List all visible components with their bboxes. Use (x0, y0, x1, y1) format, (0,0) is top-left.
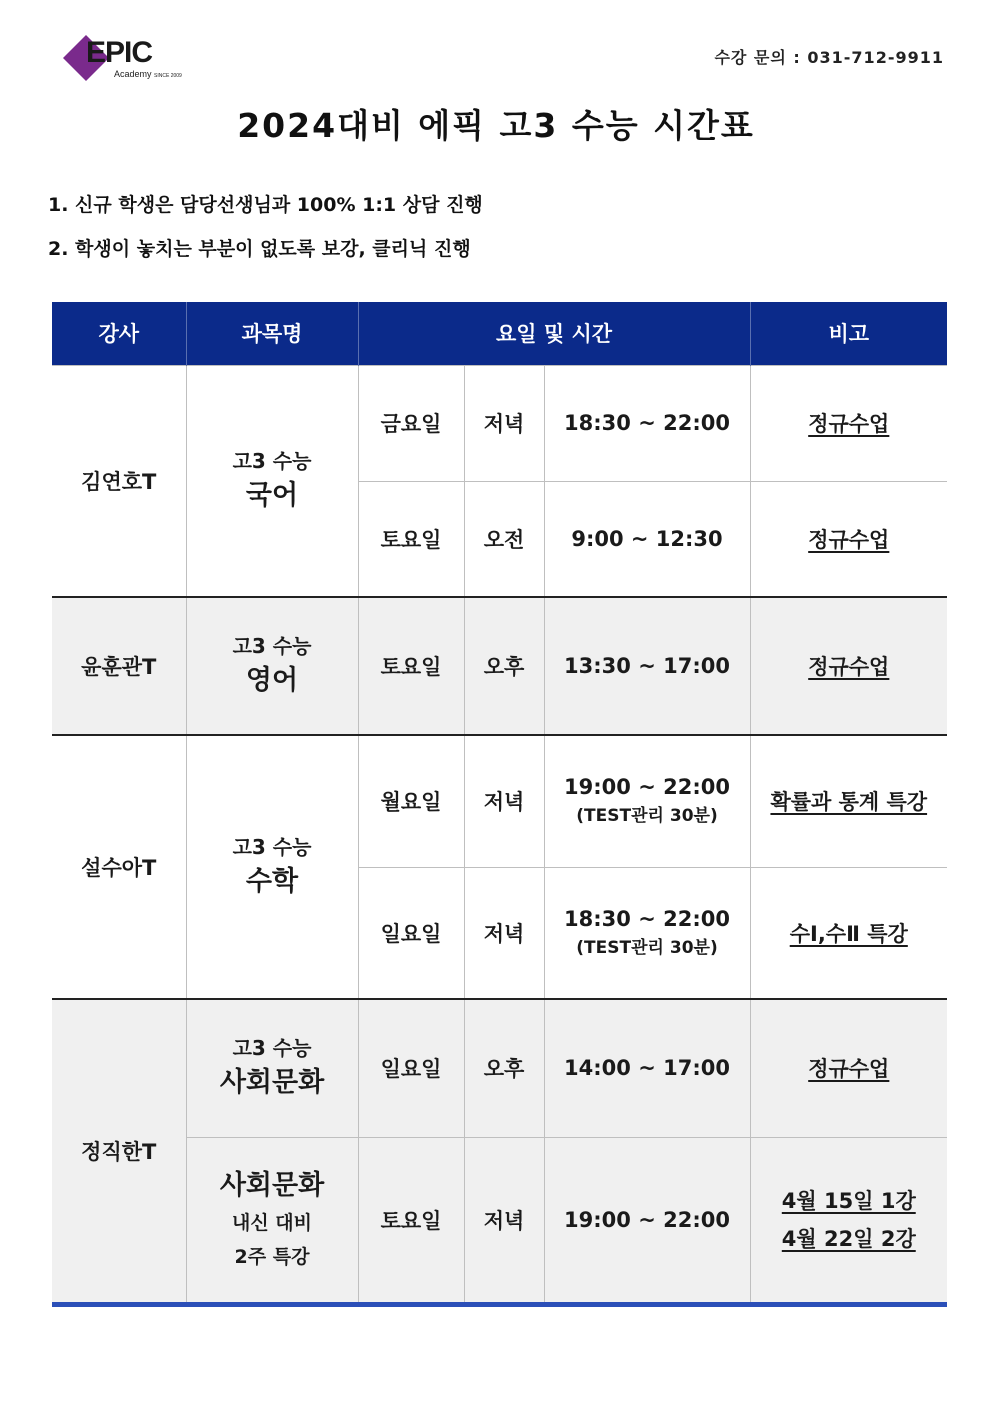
teacher-group (52, 735, 947, 999)
subject-cell (186, 1137, 358, 1304)
subject-cell (186, 735, 358, 999)
time-cell: 18:30 ~ 22:00 (544, 365, 750, 481)
period-cell: 저녁 (464, 735, 544, 867)
subject-top: 고3 수능 (232, 1036, 312, 1061)
subject-top: 고3 수능 (232, 448, 312, 473)
contact-phone: 수강 문의 : 031-712-9911 (714, 48, 944, 67)
note-cell (750, 597, 947, 735)
note-cell (750, 867, 947, 999)
subject-line: 2주 특강 (234, 1245, 310, 1268)
subject-main: 영어 (245, 665, 299, 696)
teacher-group (52, 999, 947, 1304)
note-text: 4월 22일 2강 (781, 1226, 916, 1251)
schedule-table (52, 302, 947, 1307)
period-cell: 오전 (464, 481, 544, 597)
time-cell (544, 735, 750, 867)
header-schedule: 요일 및 시간 (358, 302, 750, 365)
subject-main: 국어 (245, 479, 299, 511)
table-header-row (52, 302, 947, 365)
teacher-name: 윤훈관T (52, 597, 186, 735)
period-cell: 오후 (464, 999, 544, 1137)
subject-top: 고3 수능 (232, 634, 312, 658)
teacher-name: 설수아T (52, 735, 186, 999)
time-cell: 19:00 ~ 22:00 (544, 1137, 750, 1304)
logo-sub: Academy SINCE 2009 (114, 69, 182, 79)
subject-main: 사회문화 (219, 1169, 325, 1201)
note-item: 1. 신규 학생은 담당선생님과 100% 1:1 상담 진행 (48, 194, 483, 216)
day-cell: 토요일 (358, 1137, 464, 1304)
time-cell: 14:00 ~ 17:00 (544, 999, 750, 1137)
time-cell: 13:30 ~ 17:00 (544, 597, 750, 735)
time-cell (544, 867, 750, 999)
epic-logo (62, 34, 192, 82)
time-cell: 9:00 ~ 12:30 (544, 481, 750, 597)
day-cell: 일요일 (358, 867, 464, 999)
note-cell (750, 365, 947, 481)
header-note: 비고 (750, 302, 947, 365)
note-text: 수Ⅰ,수Ⅱ 특강 (789, 921, 908, 946)
note-cell (750, 735, 947, 867)
subject-cell (186, 597, 358, 735)
teacher-group (52, 597, 947, 735)
note-text: 정규수업 (808, 527, 890, 552)
header-teacher: 강사 (52, 302, 186, 365)
teacher-name: 정직한T (52, 999, 186, 1304)
subject-line: 내신 대비 (231, 1211, 313, 1234)
table-row (52, 735, 947, 867)
period-cell: 저녁 (464, 365, 544, 481)
day-cell: 토요일 (358, 481, 464, 597)
day-cell: 일요일 (358, 999, 464, 1137)
time-main: 19:00 ~ 22:00 (564, 775, 730, 800)
note-text: 확률과 통계 특강 (770, 790, 928, 815)
note-cell (750, 999, 947, 1137)
note-cell (750, 481, 947, 597)
header-subject: 과목명 (186, 302, 358, 365)
note-text: 4월 15일 1강 (781, 1188, 916, 1213)
subject-cell (186, 999, 358, 1137)
period-cell: 저녁 (464, 867, 544, 999)
note-item: 2. 학생이 놓치는 부분이 없도록 보강, 클리닉 진행 (48, 238, 471, 260)
day-cell: 월요일 (358, 735, 464, 867)
table-row (52, 597, 947, 735)
notes-list (48, 192, 483, 280)
page-title: 2024대비 에픽 고3 수능 시간표 (237, 106, 755, 145)
note-text: 정규수업 (808, 412, 890, 436)
time-sub: (TEST관리 30분) (576, 937, 718, 958)
time-main: 18:30 ~ 22:00 (564, 906, 730, 931)
teacher-name: 김연호T (52, 365, 186, 597)
day-cell: 토요일 (358, 597, 464, 735)
table-row (52, 999, 947, 1137)
note-text: 정규수업 (808, 1057, 890, 1082)
table-row (52, 365, 947, 481)
note-text: 정규수업 (808, 655, 890, 679)
period-cell: 오후 (464, 597, 544, 735)
time-sub: (TEST관리 30분) (576, 806, 718, 827)
subject-main: 사회문화 (219, 1067, 325, 1099)
logo-main: EPIC (86, 36, 153, 69)
table-row (52, 1137, 947, 1304)
period-cell: 저녁 (464, 1137, 544, 1304)
subject-cell (186, 365, 358, 597)
subject-top: 고3 수능 (232, 835, 312, 859)
teacher-group (52, 365, 947, 597)
day-cell: 금요일 (358, 365, 464, 481)
note-cell (750, 1137, 947, 1304)
subject-main: 수학 (245, 866, 299, 897)
